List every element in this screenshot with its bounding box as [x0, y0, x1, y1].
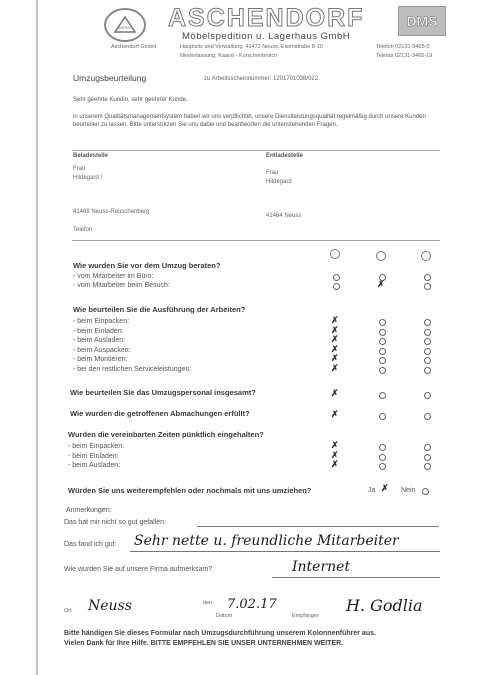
order-reference: zu Arbeitsscheinnummer: 1201701038/022 [204, 76, 319, 82]
recipient-label: Empfänger [292, 613, 319, 619]
recommend-yes-checked-mark[interactable]: ✗ [381, 483, 389, 493]
rating-radio[interactable] [424, 463, 431, 470]
company-name: ASCHENDORF [168, 4, 365, 32]
date-prefix: den [203, 600, 213, 606]
disliked-field-line [197, 526, 439, 527]
good-face-icon [330, 249, 340, 259]
recipient-signature[interactable]: H. Godlia [346, 596, 423, 615]
rating-radio[interactable] [379, 338, 386, 345]
attention-field-line [272, 577, 440, 578]
rating-checked-mark[interactable]: ✗ [331, 325, 339, 335]
unload-name: Hildegard [266, 179, 292, 185]
rating-radio[interactable] [424, 413, 431, 420]
rating-radio[interactable] [379, 392, 386, 399]
recommend-yes-label: Ja [368, 487, 376, 494]
load-phone-label: Telefon [73, 227, 93, 233]
attention-label: Wie wurden Sie auf unsere Firma aufmerksam? [64, 566, 213, 573]
rating-checked-mark[interactable]: ✗ [331, 459, 339, 469]
recommend-no-label: Nein [401, 487, 416, 494]
address-bottom-rule [72, 240, 440, 241]
rating-checked-mark[interactable]: ✗ [331, 409, 339, 419]
company-subtitle: Möbelspedition u. Lagerhaus GmbH [182, 31, 351, 42]
rating-checked-mark[interactable]: ✗ [331, 440, 339, 450]
liked-field[interactable]: Sehr nette u. freundliche Mitarbeiter [134, 533, 399, 549]
disliked-label: Das hat mir nicht so gut gefallen: [64, 519, 166, 526]
question-recommend: Würden Sie uns weiterempfehlen oder nochmals mit uns umziehen? [68, 486, 312, 495]
item-label: - vom Mitarbeiter im Büro: [73, 273, 154, 280]
rating-radio[interactable] [379, 463, 386, 470]
question-execution: Wie beurteilen Sie die Ausführung der Arbeiten? [73, 305, 246, 314]
neutral-face-icon [376, 251, 386, 261]
item-label: - beim Einpacken: [73, 318, 130, 325]
place-value[interactable]: Neuss [88, 598, 132, 614]
company-phone: Telefon 02131-9465-0 [376, 44, 430, 50]
item-label: - beim Ausladen: [68, 462, 121, 469]
rating-radio[interactable] [379, 454, 386, 461]
rating-radio[interactable] [379, 444, 386, 451]
date-value[interactable]: 7.02.17 [227, 597, 277, 612]
logo-caption: Aschendorf GmbH [111, 44, 157, 50]
rating-radio[interactable] [379, 357, 386, 364]
unload-city: 41464 Neuss [266, 213, 302, 219]
rating-radio[interactable] [424, 367, 431, 374]
liked-label: Das fand ich gut: [64, 541, 117, 548]
rating-checked-mark[interactable]: ✗ [331, 344, 339, 354]
date-label: Datum [216, 613, 233, 619]
load-address-label: Beladestelle [73, 153, 109, 159]
rating-radio[interactable] [379, 319, 386, 326]
rating-radio[interactable] [333, 283, 340, 290]
rating-radio[interactable] [424, 444, 431, 451]
attention-field[interactable]: Internet [292, 559, 351, 575]
remarks-heading: Anmerkungen: [66, 507, 112, 514]
logo-emblem-icon [113, 16, 137, 34]
rating-radio[interactable] [424, 392, 431, 399]
question-agreements: Wie wurden die getroffenen Abmachungen erfüllt? [70, 409, 250, 418]
question-staff: Wie beurteilen Sie das Umzugspersonal insgesamt? [70, 388, 256, 397]
rating-radio[interactable] [379, 329, 386, 336]
certificate-badge: DMS [398, 6, 446, 36]
item-label: - beim Einladen: [73, 328, 124, 335]
rating-radio[interactable] [424, 283, 431, 290]
load-salutation: Frau [73, 166, 86, 172]
branch-address: Niederlassung: Kaarst - Korschenbroich [180, 53, 278, 59]
rating-checked-mark[interactable]: ✗ [331, 353, 339, 363]
footer-thanks: Vielen Dank für Ihre Hilfe. BITTE EMPFEHLEN SIE UNSER UNTERNEHMEN WEITER. [64, 640, 344, 647]
rating-radio[interactable] [379, 413, 386, 420]
hq-address: Hauptsitz und Verwaltung: 41472 Neuss, Eisenstraße 8-10 [180, 44, 323, 50]
address-top-rule [72, 150, 440, 151]
place-label: Ort [64, 608, 72, 614]
rating-radio[interactable] [424, 454, 431, 461]
company-fax: Telefax 02131-9465-19 [376, 53, 433, 59]
item-label: - beim Einladen: [68, 453, 119, 460]
rating-radio[interactable] [424, 357, 431, 364]
rating-checked-mark[interactable]: ✗ [331, 363, 339, 373]
logo-text: AMÖNTA [116, 25, 134, 30]
load-name: Hildegard I [73, 175, 103, 181]
rating-checked-mark[interactable]: ✗ [331, 315, 339, 325]
item-label: - beim Ausladen: [73, 337, 126, 344]
rating-radio[interactable] [333, 274, 340, 281]
rating-checked-mark[interactable]: ✗ [331, 450, 339, 460]
rating-radio[interactable] [424, 319, 431, 326]
form-title: Umzugsbeurteilung [73, 73, 147, 83]
rating-radio[interactable] [379, 367, 386, 374]
intro-text: in unserem Qualitätsmanagementsystem haben wir uns verpflichtet, unsere Dienstleistungsqualität regelmäßig durch unsere Kunden beurteilen zu lassen. Bitte unterstützen Sie uns dabei und beantworten die untenstehenden Fragen. [73, 114, 426, 128]
rating-radio[interactable] [424, 329, 431, 336]
liked-field-line [130, 551, 440, 552]
unload-address-label: Entladestelle [266, 153, 304, 159]
item-label: - beim Einpacken: [68, 443, 125, 450]
item-label: - beim Auspacken: [73, 347, 131, 354]
recommend-no-radio[interactable] [422, 488, 429, 495]
rating-checked-mark[interactable]: ✗ [331, 334, 339, 344]
bad-face-icon [421, 251, 431, 261]
question-consulting: Wie wurden Sie vor dem Umzug beraten? [73, 261, 221, 270]
company-logo [104, 8, 146, 42]
item-label: - beim Montieren: [73, 356, 128, 363]
rating-checked-mark[interactable]: ✗ [377, 279, 385, 289]
rating-radio[interactable] [424, 274, 431, 281]
rating-checked-mark[interactable]: ✗ [331, 388, 339, 398]
footer-instruction: Bitte händigen Sie dieses Formular nach Umzugsdurchführung unserem Kolonnenführer aus. [64, 630, 376, 637]
load-city: 41469 Neuss-Reuschenberg [73, 209, 150, 215]
margin-line [36, 0, 38, 675]
rating-radio[interactable] [424, 348, 431, 355]
greeting: Sehr geehrte Kundin, sehr geehrter Kunde, [73, 97, 188, 103]
item-label: - vom Mitarbeiter beim Besuch: [73, 282, 170, 289]
question-punctuality: Wurden die vereinbarten Zeiten pünktlich eingehalten? [68, 430, 264, 439]
rating-radio[interactable] [379, 348, 386, 355]
rating-radio[interactable] [424, 338, 431, 345]
item-label: - bei den restlichen Serviceleistungen: [73, 366, 192, 373]
unload-salutation: Frau [266, 170, 279, 176]
